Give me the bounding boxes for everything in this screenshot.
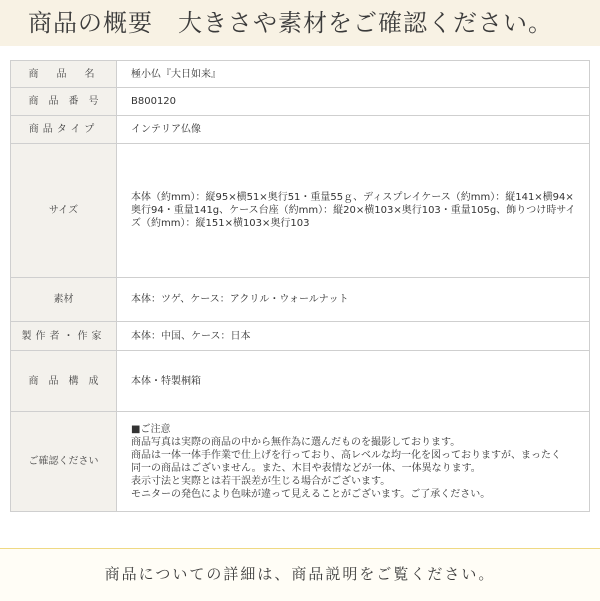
header-banner (0, 0, 600, 46)
caution-note-line: 商品は一体一体手作業で仕上げを行っており、高レベルな均一化を図っておりますが、まったく (131, 449, 561, 461)
page-title: 商品の概要 大きさや素材をご確認ください。 (28, 9, 553, 37)
row-label-material: 素材 (11, 278, 117, 322)
row-value-material: 本体：ツゲ、ケース：アクリル・ウォールナット (117, 278, 590, 322)
caution-note-line: 同一の商品はございません。また、木目や表情などが一体、一体異なります。 (131, 462, 481, 474)
table-row (11, 116, 590, 144)
row-label-product-type: 商品タイプ (11, 116, 117, 144)
caution-note-line: 表示寸法と実際とは若干誤差が生じる場合がございます。 (131, 475, 391, 487)
table-row (11, 144, 590, 278)
product-spec-table (10, 60, 590, 512)
row-label-size: サイズ (11, 144, 117, 278)
row-label-product-number: 商 品 番 号 (11, 88, 117, 116)
row-label-maker: 製作者・作家 (11, 322, 117, 351)
table-row (11, 278, 590, 322)
footer-banner (0, 548, 600, 601)
caution-heading: ■ご注意 (131, 423, 171, 435)
row-value-size: 本体（約mm）：縦95×横51×奥行51・重量55ｇ、ディスプレイケース（約mm）：縦141×横94×奥行94・重量141g、ケース台座（約mm）：縦20×横103×奥行103・重量105g、飾りつけ時サイズ（約mm）：縦151×横103×奥行103 (117, 144, 590, 278)
table-row (11, 88, 590, 116)
table-row (11, 412, 590, 512)
footer-note: 商品についての詳細は、商品説明をご覧ください。 (104, 565, 496, 583)
row-label-product-name: 商 品 名 (11, 61, 117, 88)
row-label-contents: 商 品 構 成 (11, 351, 117, 412)
caution-note-line: モニターの発色により色味が違って見えることがございます。ご了承ください。 (131, 488, 491, 500)
table-row (11, 61, 590, 88)
caution-notes (117, 412, 590, 512)
table-row (11, 351, 590, 412)
row-value-contents: 本体・特製桐箱 (117, 351, 590, 412)
row-value-product-type: インテリア仏像 (117, 116, 590, 144)
table-row (11, 322, 590, 351)
row-value-product-name: 極小仏『大日如来』 (117, 61, 590, 88)
row-value-maker: 本体：中国、ケース：日本 (117, 322, 590, 351)
caution-note-line: 商品写真は実際の商品の中から無作為に選んだものを撮影しております。 (131, 436, 461, 448)
row-value-product-number: B800120 (117, 88, 590, 116)
row-label-caution: ご確認ください (11, 412, 117, 512)
